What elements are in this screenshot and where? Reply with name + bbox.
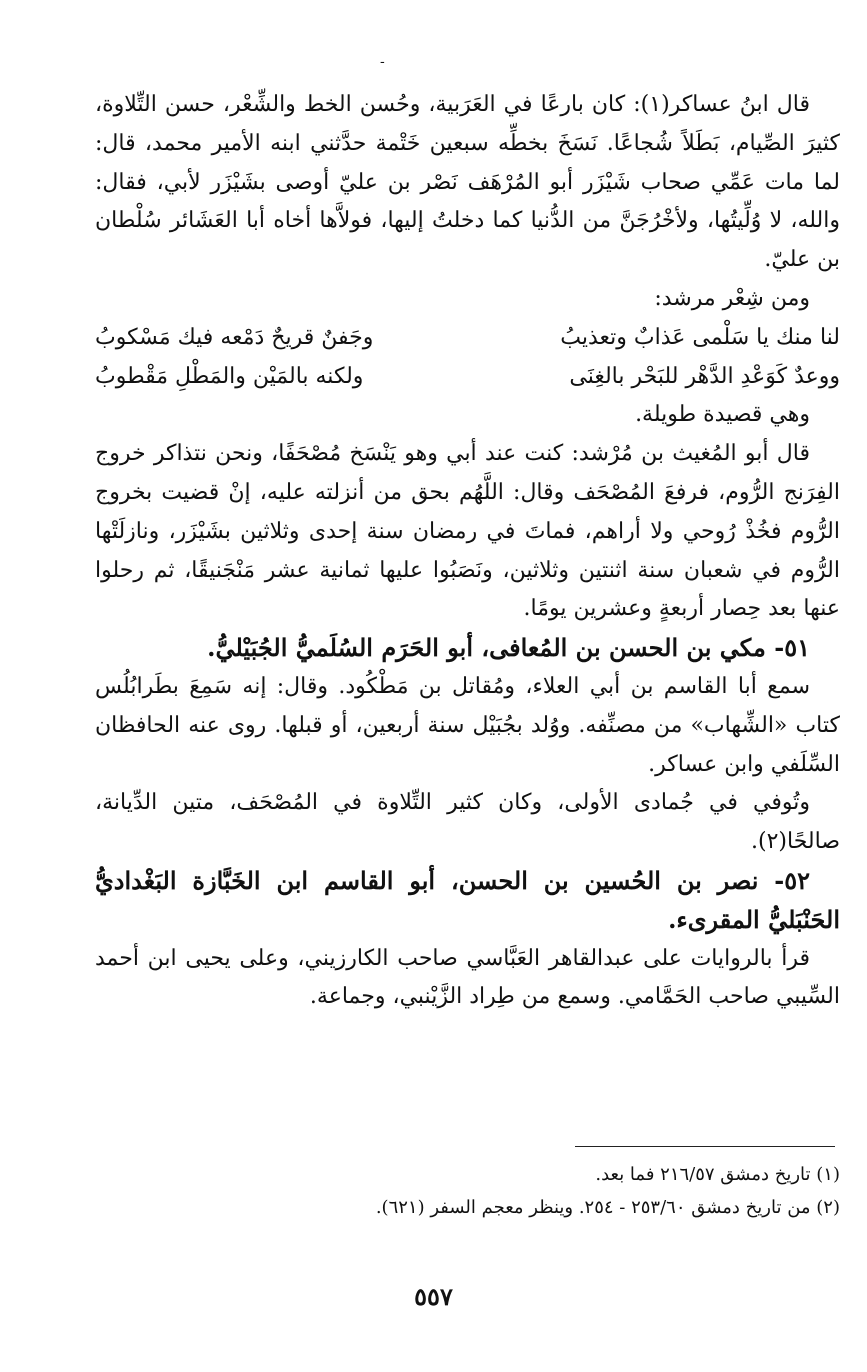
entry-51-paragraph: وتُوفي في جُمادى الأولى، وكان كثير التِّلاوة في المُصْحَف، متين الدِّيانة، صالحًا(٢). — [95, 790, 840, 855]
poem-hemistich-second: ولكنه بالمَيْن والمَطْلِ مَقْطوبُ — [95, 363, 364, 389]
top-mark: - — [380, 54, 385, 70]
poem-hemistich-second: وجَفنٌ قريحٌ دَمْعه فيك مَسْكوبُ — [95, 324, 374, 350]
poem — [95, 319, 840, 397]
main-text — [95, 86, 840, 1017]
paragraph-ibn-asakir: قال ابنُ عساكر(١): كان بارعًا في العَرَبية، وحُسن الخط والشِّعْر، حسن التِّلاوة، كثيرَ الصِّيام، بَطَلاً شُجاعًا. نَسَخَ بخطِّه سبعين خَتْمة حدَّثني ابنه الأمير محمد، قال: لما مات عَمِّي صحاب شَيْزَر أبو المُرْهَف نَصْر بن عليّ أوصى بشَيْزَر لأبي، فقال: والله، لا وُلِّيتُها، ولأخْرُجَنَّ من الدُّنيا كما دخلتُ إليها، فولاَّها أخاه أبا العَشَائر سُلْطان بن عليّ. — [95, 92, 840, 273]
entry-52-paragraph: قرأ بالروايات على عبدالقاهر العَبَّاسي صاحب الكارزيني، وعلى يحيى ابن أحمد السِّيبي صاحب الحَمَّامي. وسمع من طِراد الزَّيْنبي، وجماعة. — [95, 945, 840, 1010]
poem-line — [95, 319, 840, 358]
poem-hemistich-first: لنا منك يا سَلْمى عَذابٌ وتعذيبُ — [560, 324, 840, 350]
poem-line — [95, 358, 840, 397]
footnote: (١) تاريخ دمشق ٢١٦/٥٧ فما بعد. — [595, 1164, 840, 1185]
poem-hemistich-first: ووعدٌ كَوَعْدِ الدَّهْر للبَحْر بالغِنَى — [569, 363, 840, 389]
poem-note: وهي قصيدة طويلة. — [635, 402, 810, 428]
entry-52-heading: ٥٢- نصر بن الحُسين بن الحسن، أبو القاسم ابن الخَبَّازة البَغْداديُّ الحَنْبَليُّ المقرىء. — [95, 865, 840, 934]
footnotes — [280, 1158, 840, 1224]
entry-51-paragraph: سمع أبا القاسم بن أبي العلاء، ومُقاتل بن مَطْكُود. وقال: إنه سَمِعَ بطَرابُلُس كتاب «الشِّهاب» من مصنِّفه. ووُلد بجُبَيْل سنة أربعين، أو قبلها. روى عنه الحافظان السِّلَفي وابن عساكر. — [95, 673, 840, 777]
footnote: (٢) من تاريخ دمشق ٢٥٣/٦٠ - ٢٥٤. وينظر معجم السفر (٦٢١). — [375, 1197, 840, 1218]
poetry-intro: ومن شِعْر مرشد: — [654, 285, 810, 311]
footnote-separator — [575, 1146, 835, 1147]
entry-51-heading: ٥١- مكي بن الحسن بن المُعافى، أبو الحَرَم السُلَميُّ الجُبَيْليُّ. — [207, 633, 810, 663]
page-number: ٥٥٧ — [414, 1282, 453, 1311]
paragraph-abu-al-mughith: قال أبو المُغيث بن مُرْشد: كنت عند أبي وهو يَنْسَخ مُصْحَفًا، ونحن نتذاكر خروج الفِرَنج الرُّوم، فرفعَ المُصْحَف وقال: اللَّهُم بحق من أنزلته عليه، إنْ قضيت بخروج الرُّوم فخُذْ رُوحي ولا أراهم، فماتَ في رمضان سنة إحدى وثلاثين بشَيْزَر، ونازلَتْها الرُّوم في شعبان سنة اثنتين وثلاثين، ونَصَبُوا عليها ثمانية عشر مَنْجَنيقًا، ثم رحلوا عنها بعد حِصار أربعةٍ وعشرين يومًا. — [95, 441, 840, 622]
